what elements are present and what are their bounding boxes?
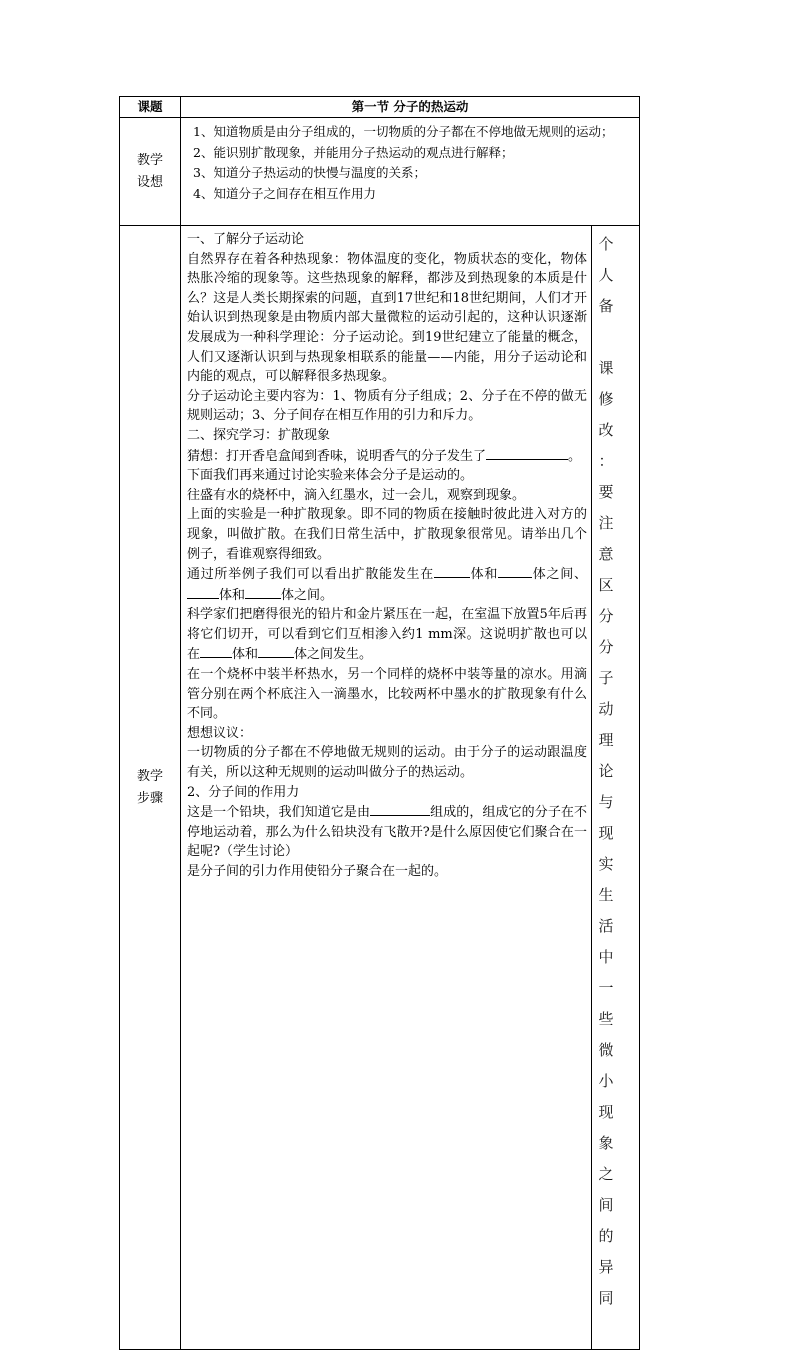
- steps-row: [120, 226, 640, 1350]
- goal-item: 2、能识别扩散现象，并能用分子热运动的观点进行解释；: [193, 144, 514, 160]
- note-char: 现: [598, 1103, 614, 1121]
- paragraph: 在一个烧杯中装半杯热水，另一个同样的烧杯中装等量的凉水。用滴管分别在两个杯底注入一滴墨水，比较两杯中墨水的扩散现象有什么不同。: [187, 667, 587, 722]
- note-char: 课: [598, 359, 614, 377]
- note-char: 同: [598, 1289, 614, 1307]
- goals-label: 教学设想: [120, 118, 181, 226]
- paragraph: 上面的实验是一种扩散现象。即不同的物质在接触时彼此进入对方的现象，叫做扩散。在我们日常生活中，扩散现象很常见。请举出几个例子，看谁观察得细致。: [187, 507, 587, 562]
- note-char: ：: [598, 452, 614, 470]
- revision-notes: [591, 226, 639, 1350]
- fill-blank[interactable]: [370, 802, 430, 816]
- note-char: [596, 326, 616, 357]
- steps-content: [181, 226, 592, 1350]
- paragraph: 下面我们再来通过讨论实验来体会分子是运动的。: [187, 468, 474, 484]
- note-char: 活: [598, 917, 614, 935]
- note-char: 中: [598, 948, 614, 966]
- goal-item: 1、知道物质是由分子组成的，一切物质的分子都在不停地做无规则的运动；: [193, 124, 614, 139]
- note-char: 间: [598, 1196, 614, 1214]
- note-char: 分: [598, 607, 614, 625]
- note-char: 区: [598, 576, 614, 594]
- note-char: 修: [598, 390, 614, 408]
- note-char: 微: [598, 1041, 614, 1059]
- note-char: 个: [598, 235, 614, 253]
- note-char: 些: [598, 1010, 614, 1028]
- fill-blank[interactable]: [245, 585, 281, 599]
- note-char: 理: [598, 731, 614, 749]
- section-heading: 2、分子间的作用力: [187, 784, 300, 800]
- paragraph: 猜想：打开香皂盒闻到香味，说明香气的分子发生了 。: [187, 446, 587, 467]
- note-char: 要: [598, 483, 614, 501]
- note-char: 之: [598, 1165, 614, 1183]
- note-char: 与: [598, 793, 614, 811]
- goals-row: [120, 118, 640, 226]
- revision-notes-text: [592, 226, 639, 1349]
- note-char: 象: [598, 1134, 614, 1152]
- fill-blank[interactable]: [258, 644, 294, 658]
- note-char: 的: [598, 1227, 614, 1245]
- note-char: 分: [598, 638, 614, 656]
- fill-blank[interactable]: [187, 585, 219, 599]
- note-char: 论: [598, 762, 614, 780]
- note-char: 改: [598, 421, 614, 439]
- goal-item: 4、知道分子之间存在相互作用力: [193, 185, 376, 201]
- note-char: 小: [598, 1072, 614, 1090]
- fill-blank[interactable]: [498, 564, 532, 578]
- section-heading: 二、探究学习：扩散现象: [187, 427, 331, 443]
- note-char: 一: [598, 979, 614, 997]
- paragraph: 是分子间的引力作用使铅分子聚合在一起的。: [187, 864, 448, 879]
- section-heading: 想想议议：: [187, 725, 253, 741]
- paragraph: 通过所举例子我们可以看出扩散能发生在 体和 体之间、体和 体之间。: [187, 564, 587, 605]
- note-char: 意: [598, 545, 614, 563]
- goal-item: 3、知道分子热运动的快慢与温度的关系；: [193, 165, 426, 180]
- goals-content: [181, 118, 640, 226]
- fill-blank[interactable]: [434, 564, 470, 578]
- steps-label: 教学步骤: [120, 226, 181, 1350]
- note-char: 备: [598, 297, 614, 315]
- lesson-plan-table: [119, 96, 640, 1350]
- paragraph: 一切物质的分子都在不停地做无规则的运动。由于分子的运动跟温度有关，所以这种无规则的运动叫做分子的热运动。: [187, 745, 587, 781]
- paragraph: 自然界存在着各种热现象：物体温度的变化，物质状态的变化，物体热胀冷缩的现象等。这些热现象的解释，都涉及到热现象的本质是什么？这是人类长期探索的问题，直到17世纪和18世纪期间，人们才开始认识到热现象是由物质内部大量微粒的运动引起的，这种认识逐渐发展成为一种科学理论：分子运动论。到19世纪建立了能量的概念，人们又逐渐认识到与热现象相联系的能量——内能，用分子运动论和内能的观点，可以解释很多热现象。: [187, 251, 587, 385]
- lesson-title: 第一节 分子的热运动: [181, 97, 640, 118]
- topic-label: 课题: [120, 97, 181, 118]
- note-char: 现: [598, 824, 614, 842]
- fill-blank[interactable]: [486, 446, 568, 460]
- header-row: [120, 97, 640, 118]
- section-heading: 一、了解分子运动论: [187, 232, 305, 247]
- paragraph: 科学家们把磨得很光的铅片和金片紧压在一起，在室温下放置5年后再将它们切开，可以看到它们互相渗入约1 mm深。这说明扩散也可以在 体和 体之间发生。: [187, 607, 587, 663]
- paragraph: 往盛有水的烧杯中，滴入红墨水，过一会儿，观察到现象。: [187, 487, 526, 503]
- note-char: [596, 1318, 616, 1349]
- paragraph: 分子运动论主要内容为：1、物质有分子组成；2、分子在不停的做无规则运动；3、分子间存在相互作用的引力和斥力。: [187, 388, 587, 424]
- note-char: 生: [598, 886, 614, 904]
- note-char: 实: [598, 855, 614, 873]
- fill-blank[interactable]: [200, 644, 232, 658]
- paragraph: 这是一个铅块，我们知道它是由 组成的，组成它的分子在不停地运动着，那么为什么铅块没有飞散开?是什么原因使它们聚合在一起呢?（学生讨论）: [187, 802, 587, 862]
- note-char: 异: [598, 1258, 614, 1276]
- note-char: 人: [598, 266, 614, 284]
- note-char: 子: [598, 669, 614, 687]
- note-char: 注: [598, 514, 614, 532]
- note-char: 动: [598, 700, 614, 718]
